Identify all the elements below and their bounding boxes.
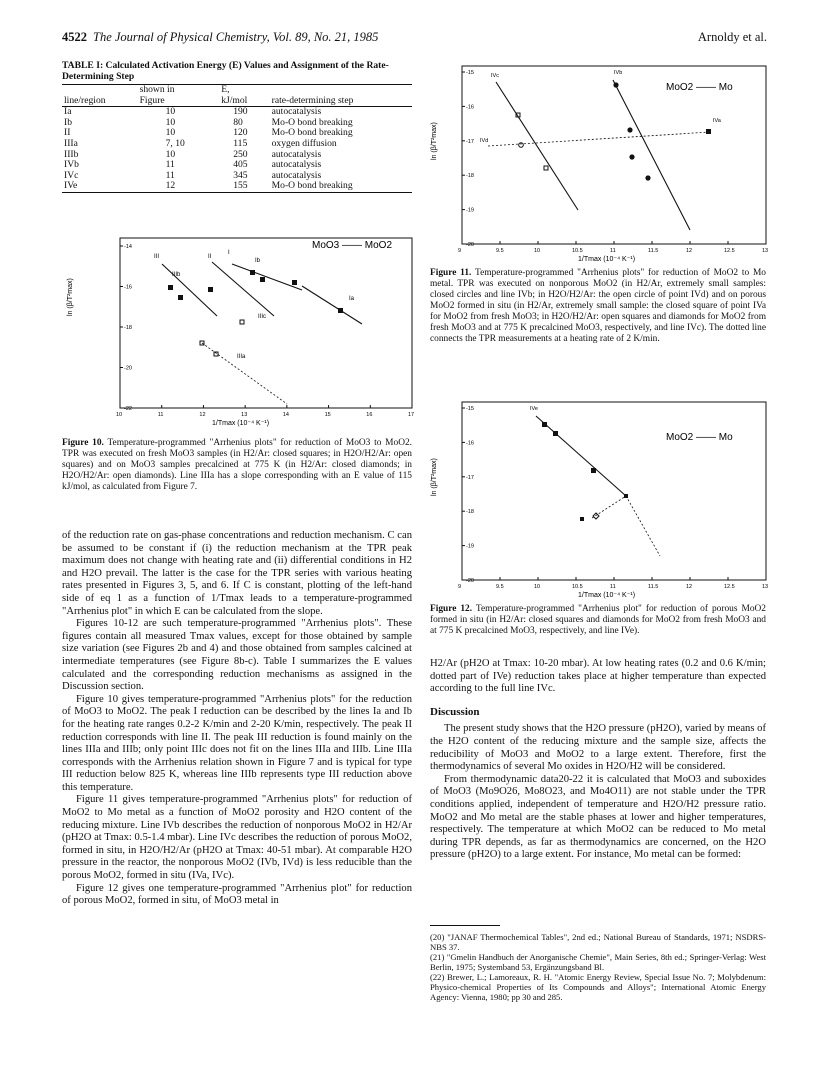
th: kJ/mol <box>219 96 269 107</box>
left-column-text <box>62 530 412 908</box>
line-label: Ia <box>349 296 355 302</box>
y-tick-label: -18 <box>466 509 474 516</box>
x-tick-label: 10 <box>534 584 541 590</box>
line-label: IIIa <box>237 354 246 360</box>
data-marker <box>544 166 548 170</box>
footnote: (21) "Gmelin Handbuch der Anorganische Chemie", Main Series, 8th ed.; Springer-Verlag: West Berlin, 1975; Systemband 53, Ergänzungsband Bl. <box>430 952 766 972</box>
table-cell: 345 <box>233 169 248 181</box>
table-cell: Mo-O bond breaking <box>270 181 412 192</box>
paragraph: Figure 11 gives temperature-programmed "Arrhenius plots" for reduction of MoO2 to Mo metal as a function of MoO2 porosity and H2O content of the reducing mixture. Line IVb describes the reduction of nonporous MoO2 in H2/Ar (pH2O at Tmax: 0.5-1.4 mbar). Line IVc describes the reduction of porous MoO2, formed in situ, in H2O/H2/Ar (pH2O at Tmax: 40-51 mbar). At comparable H2O pressure in the reactor, the nonporous MoO2 (IVb, IVd) is less reducible than the porous MoO2, formed in situ (IVa, IVc). <box>62 794 412 882</box>
table-cell: autocatalysis <box>271 106 322 118</box>
line-label: Ib <box>255 258 261 264</box>
table-cell: 250 <box>233 148 248 160</box>
table-cell: oxygen diffusion <box>271 137 337 149</box>
plot-frame <box>120 238 412 408</box>
table-cell: 10 <box>165 116 176 128</box>
th: shown in <box>138 85 220 96</box>
footnote: (20) "JANAF Thermochemical Tables", 2nd ed.; National Bureau of Standards, 1971; NSDRS-NBS 37. <box>430 932 766 952</box>
x-tick-label: 12 <box>686 584 693 590</box>
th: rate-determining step <box>270 96 412 107</box>
x-tick-label: 10.5 <box>572 584 583 590</box>
x-tick-label: 12 <box>199 412 206 418</box>
paragraph: From thermodynamic data20-22 it is calculated that MoO3 and suboxides of MoO3 (Mo9O26, Mo8O23, and Mo4O11) are not stable under the TPR conditions applied, independent of temperature and H2O/H2 pressure ratio. MoO2 and Mo metal are the stable phases at lower and higher temperatures, respectively. The temperature at which MoO2 can be reduced to Mo metal during TPR depends, as far as thermodynamics are concerned, on the H2O pressure (pH2O) to a large extent. For instance, Mo metal can be formed: <box>430 773 766 861</box>
th: E, <box>219 85 269 96</box>
x-tick-label: 9 <box>458 248 462 254</box>
line-label: IVb <box>614 70 623 76</box>
line-ii <box>212 262 274 316</box>
plot-frame <box>462 402 766 580</box>
table-row <box>62 181 412 192</box>
table-cell: 10 <box>165 106 176 118</box>
x-tick-label: 16 <box>366 412 373 418</box>
table-title: TABLE I: Calculated Activation Energy (E) Values and Assignment of the Rate-Determining Step <box>62 60 389 82</box>
page-number: 4522 <box>62 30 87 44</box>
footnote: (22) Brewer, L.; Lamoreaux, R. H. "Atomic Energy Review, Special Issue No. 7; Molybdenum: Physico-chemical Properties of Its Compounds and Alloys"; International Atomic Energy Agency: Vienna, 1980; pp 30 and 285. <box>430 972 766 1002</box>
x-tick-label: 12.5 <box>724 584 735 590</box>
line-label: III <box>154 254 160 260</box>
y-tick-label: -17 <box>466 138 474 145</box>
data-marker <box>706 129 711 134</box>
line-label: II <box>208 254 212 260</box>
y-axis-label: ln (β/T²max) <box>431 122 438 160</box>
y-tick-label: -20 <box>124 365 132 372</box>
x-tick-label: 11.5 <box>648 584 659 590</box>
y-tick-label: -19 <box>466 207 474 214</box>
fig10-title: MoO3 —— MoO2 <box>312 240 393 251</box>
table-cell: autocatalysis <box>271 169 322 181</box>
data-marker <box>591 468 596 473</box>
x-tick-label: 10.5 <box>572 248 583 254</box>
running-header <box>62 30 378 45</box>
table-cell: II <box>64 127 71 139</box>
table-cell: 155 <box>219 181 269 192</box>
x-tick-label: 11 <box>610 248 616 254</box>
y-tick-label: -18 <box>466 173 474 180</box>
caption-label: Figure 10. <box>62 438 104 448</box>
th <box>62 85 138 96</box>
caption-text: Temperature-programmed "Arrhenius plots" for reduction of MoO3 to MoO2. TPR was executed on fresh MoO3 samples (in H2/Ar: closed squares; in H2O/H2/Ar: open squares) and on MoO3 samples precalcined at 775 K (in H2/Ar: closed diamonds; in H2O/H2/Ar: open diamonds). Line IIIa has a slope corresponding with an E value of 115 kJ/mol, as calculated from Figure 7. <box>62 438 412 492</box>
table-row <box>62 139 412 150</box>
line-ia <box>302 286 362 324</box>
figure-12 <box>428 396 769 601</box>
line-ib <box>232 264 302 290</box>
x-tick-label: 9.5 <box>496 248 504 254</box>
data-marker <box>250 270 255 275</box>
caption-label: Figure 12. <box>430 604 473 614</box>
table-cell: autocatalysis <box>271 148 322 160</box>
table-cell: 120 <box>233 127 248 139</box>
line-ivc <box>496 82 578 210</box>
x-tick-label: 9 <box>458 584 462 590</box>
table-cell: IIIa <box>64 137 78 149</box>
y-tick-label: -15 <box>466 70 474 76</box>
th <box>270 85 412 96</box>
table-cell: 10 <box>165 127 176 139</box>
paragraph: Figure 12 gives one temperature-programmed "Arrhenius plot" for reduction of porous MoO2, formed in situ, of MoO3 metal in <box>62 882 412 907</box>
table-cell: Ia <box>64 106 72 118</box>
data-marker <box>178 295 183 300</box>
table-cell: 190 <box>233 106 248 118</box>
table-cell: IIIb <box>64 148 79 160</box>
table-cell: IVb <box>64 159 79 171</box>
data-marker <box>627 127 632 132</box>
table-cell: Mo-O bond breaking <box>271 127 353 139</box>
data-marker <box>613 82 618 87</box>
x-tick-label: 12.5 <box>724 248 735 254</box>
y-tick-label: -19 <box>466 543 474 550</box>
line-ive-dotted <box>626 496 660 556</box>
footnote-rule <box>430 925 500 926</box>
caption-text: Temperature-programmed "Arrhenius plot" for reduction of porous MoO2 formed in situ (in H2/Ar: closed squares and diamonds for MoO2 from fresh MoO3 and at 775 K precalcined MoO3, respectively, and line IVe). <box>430 604 766 636</box>
x-tick-label: 12 <box>686 248 693 254</box>
table-1 <box>62 84 412 193</box>
figure-11 <box>428 60 769 265</box>
y-tick-label: -20 <box>466 242 474 248</box>
table-cell: 12 <box>138 181 220 192</box>
data-marker <box>645 175 650 180</box>
th: line/region <box>62 96 138 107</box>
x-tick-label: 13 <box>762 248 769 254</box>
x-tick-label: 14 <box>282 412 289 418</box>
figure-11-caption <box>430 268 766 345</box>
data-marker <box>519 143 524 148</box>
x-tick-label: 13 <box>762 584 769 590</box>
table-cell: autocatalysis <box>271 159 322 171</box>
data-marker <box>629 154 634 159</box>
footnotes <box>430 932 766 1002</box>
y-tick-label: -20 <box>466 578 474 584</box>
caption-label: Figure 11. <box>430 268 472 278</box>
line-label: IIIc <box>258 314 267 320</box>
y-tick-label: -22 <box>124 406 132 412</box>
x-axis-label: 1/Tmax (10⁻⁴ K⁻¹) <box>578 592 636 599</box>
table-cell: 11 <box>165 159 175 171</box>
table-cell: Ib <box>64 116 72 128</box>
table-cell: IVe <box>62 181 138 192</box>
section-heading: Discussion <box>430 705 480 718</box>
y-tick-label: -16 <box>466 104 474 111</box>
data-marker <box>580 517 584 521</box>
y-tick-label: -15 <box>466 406 474 412</box>
data-marker <box>624 494 628 498</box>
fig12-title: MoO2 —— Mo <box>666 432 733 443</box>
x-tick-label: 11 <box>610 584 616 590</box>
x-tick-label: 10 <box>116 412 123 418</box>
table-cell: Mo-O bond breaking <box>271 116 353 128</box>
x-tick-label: 10 <box>534 248 541 254</box>
line-2kmin <box>488 132 710 146</box>
y-axis-label: ln (β/T²max) <box>431 458 438 496</box>
paragraph: The present study shows that the H2O pressure (pH2O), varied by means of the H2O content of the reducing mixture and the sample size, affects the reducibility of MoO3 and MoO2 to a large extent. Therefore, first the thermodynamics of several Mo oxides in H2O/H2 will be considered. <box>430 723 766 773</box>
right-column-text <box>430 658 766 862</box>
line-label: I <box>228 250 230 256</box>
y-tick-label: -18 <box>124 325 132 331</box>
paragraph: Figure 10 gives temperature-programmed "Arrhenius plots" for the reduction of MoO3 to MoO2. The peak I reduction can be described by the lines Ia and Ib for the heating rate ranges 0.2-2 K/min and 2-20 K/min, respectively. The peak II reduction corresponds with line II. The peak III reduction is found mainly on the lines IIIa and IIIb; only point IIIc does not fit on the lines IIIa and IIIb. Line IIIa corresponds with the Arrhenius relation shown in Figure 7 and is typical for type III reduction below 825 K, whereas line IIIb represents type III reduction above this temperature. <box>62 693 412 793</box>
x-tick-label: 17 <box>408 412 415 418</box>
line-ive <box>536 416 626 496</box>
y-tick-label: -16 <box>466 440 474 447</box>
x-tick-label: 9.5 <box>496 584 504 590</box>
x-tick-label: 15 <box>324 412 331 418</box>
data-marker <box>553 431 558 436</box>
x-tick-label: 13 <box>241 412 248 418</box>
journal-name: The Journal of Physical Chemistry, Vol. 89, No. 21, 1985 <box>93 30 379 44</box>
y-tick-label: -16 <box>124 284 132 291</box>
line-label: IVc <box>491 73 499 79</box>
data-marker <box>338 308 343 313</box>
table-cell: 405 <box>233 159 248 171</box>
x-tick-label: 11 <box>157 412 164 418</box>
y-axis-label: ln (β/T²max) <box>67 278 74 316</box>
paragraph: Figures 10-12 are such temperature-programmed "Arrhenius plots". These figures contain all measured Tmax values, except for those obtained by sample size variation (see Figures 2b and 4) and those obtained from samples calcined at intermediate temperatures (see Figure 8b-c). Table I summarizes the E values calculated and the corresponding reduction mechanisms as assigned in the Discussion section. <box>62 618 412 693</box>
line-ivb <box>613 80 690 230</box>
table-cell: 115 <box>233 137 248 149</box>
line-label: IVe <box>530 406 538 412</box>
th: Figure <box>138 96 220 107</box>
data-marker <box>593 513 599 519</box>
authors: Arnoldy et al. <box>697 30 767 44</box>
data-marker <box>542 422 547 427</box>
x-tick-label: 11.5 <box>648 248 659 254</box>
paragraph: H2/Ar (pH2O at Tmax: 10-20 mbar). At low heating rates (0.2 and 0.6 K/min; dotted part of IVe) reduction takes place at higher temperature than expected according to the full line IVc. <box>430 658 766 695</box>
data-marker <box>168 285 173 290</box>
line-label: IIIb <box>172 272 181 278</box>
data-marker <box>240 320 244 324</box>
fig11-title: MoO2 —— Mo <box>666 82 733 93</box>
table-cell: 7, 10 <box>165 137 185 149</box>
caption-text: Temperature-programmed "Arrhenius plots" for reduction of MoO2 to Mo metal. TPR was executed on nonporous MoO2 (in H2/Ar, extremely small samples: closed circles and line IVb; in H2O/H2/Ar: the open circle of point IVd) and on porous MoO2 formed in situ (in H2/Ar, extremely small sample: the closed square of point IVa for MoO2 from fresh MoO3; in H2O/H2/Ar: open squares and diamonds for MoO2 from fresh MoO3 and at 775 K precalcined MoO3, respectively, and line IVc). The dotted line connects the TPR measurements at a heating rate of 2 K/min. <box>430 268 766 344</box>
x-axis-label: 1/Tmax (10⁻⁴ K⁻¹) <box>578 256 636 263</box>
y-tick-label: -17 <box>466 474 474 481</box>
y-tick-label: -14 <box>124 244 132 250</box>
table-cell: 10 <box>165 148 176 160</box>
x-axis-label: 1/Tmax (10⁻⁴ K⁻¹) <box>212 420 270 427</box>
table-cell: 11 <box>165 169 175 181</box>
line-label: IVa <box>713 118 721 124</box>
data-marker <box>260 277 265 282</box>
paragraph: of the reduction rate on gas-phase concentrations and reduction mechanism. C can be assumed to be constant if (i) the reduction mechanism at the TPR peak maximum does not change with heating rate and (ii) differential conditions in H2 and H2O prevail. The latter is the case for the TPR series with various heating rates presented in Figures 3, 5, and 6. If C is constant, plotting of the left-hand side of eq 1 as a function of 1/Tmax leads to a temperature-programmed "Arrhenius plot" in which E can be calculated from the slope. <box>62 530 412 617</box>
data-marker <box>292 280 297 285</box>
line-label: IVd <box>480 138 489 144</box>
figure-10 <box>62 228 415 428</box>
table-cell: IVc <box>64 169 79 181</box>
table-cell: 80 <box>233 116 243 128</box>
figure-12-caption <box>430 604 766 637</box>
data-marker <box>208 287 213 292</box>
figure-10-caption <box>62 438 412 493</box>
